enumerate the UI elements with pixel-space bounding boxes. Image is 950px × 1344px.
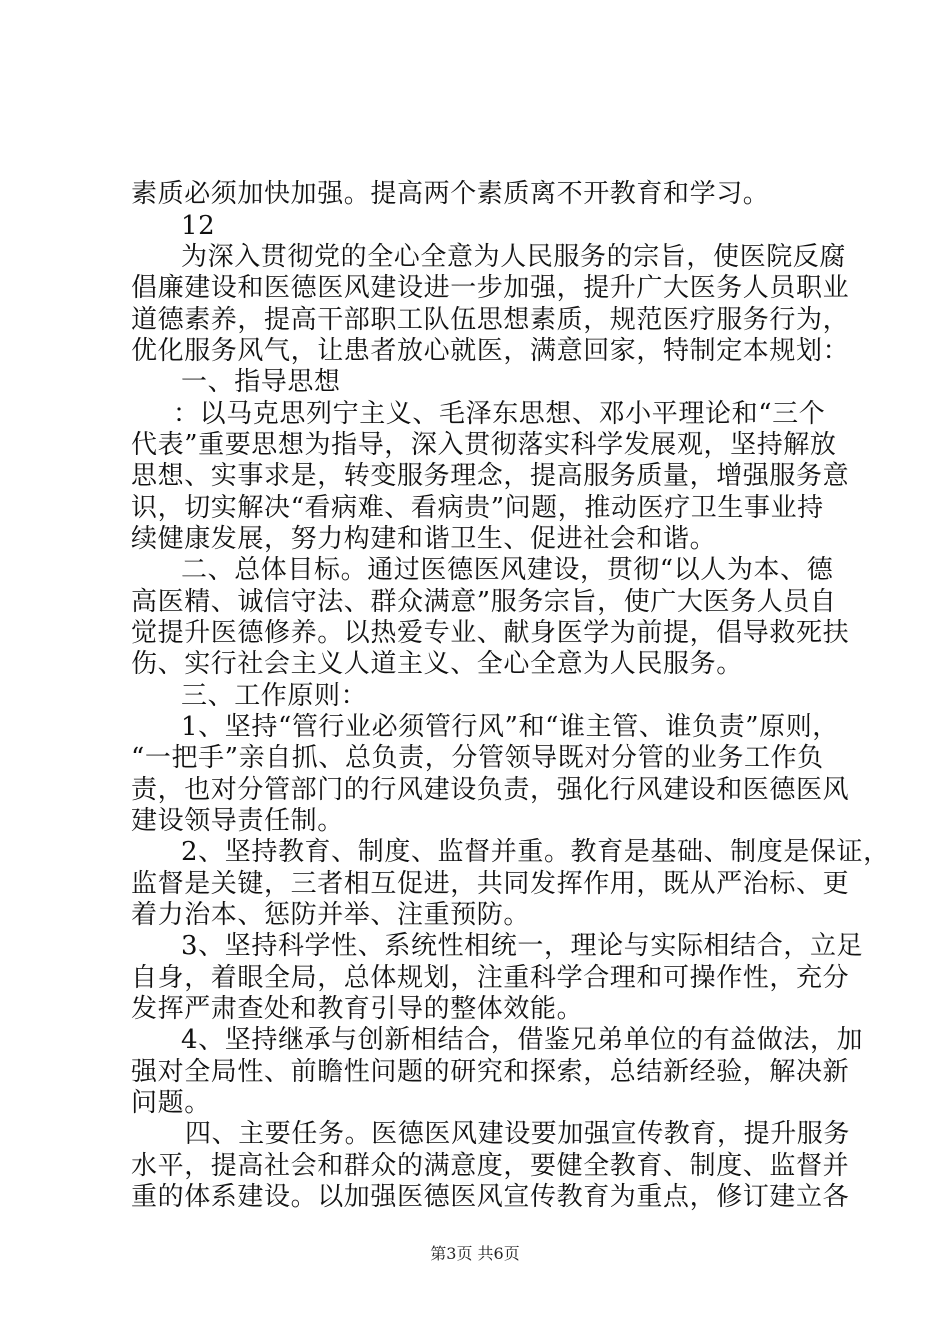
text-line: 1、坚持“管行业必须管行风”和“谁主管、谁负责”原则， <box>181 712 839 742</box>
text-line: 为深入贯彻党的全心全意为人民服务的宗旨，使医院反腐 <box>181 242 847 272</box>
text-line: 重的体系建设。以加强医德医风宣传教育为重点，修订建立各 <box>131 1182 850 1212</box>
page-number-footer: 第3页 共6页 <box>430 1244 520 1263</box>
text-line: 四、主要任务。医德医风建设要加强宣传教育，提升服务 <box>185 1119 851 1149</box>
text-line: 高医精、诚信守法、群众满意”服务宗旨，使广大医务人员自 <box>131 587 837 617</box>
text-line: 素质必须加快加强。提高两个素质离不开教育和学习。 <box>131 179 770 209</box>
text-line: 强对全局性、前瞻性问题的研究和探索，总结新经验，解决新 <box>131 1057 850 1087</box>
text-line: ：以马克思列宁主义、毛泽东思想、邓小平理论和“三个 <box>173 399 826 429</box>
text-line: 思想、实事求是，转变服务理念，提高服务质量，增强服务意 <box>131 461 850 491</box>
text-line: 道德素养，提高干部职工队伍思想素质，规范医疗服务行为， <box>131 305 850 335</box>
text-line: 问题。 <box>131 1088 211 1118</box>
text-line: 建设领导责任制。 <box>131 806 344 836</box>
text-line: 倡廉建设和医德医风建设进一步加强，提升广大医务人员职业 <box>131 273 850 303</box>
text-line: 4、坚持继承与创新相结合，借鉴兄弟单位的有益做法，加 <box>181 1025 864 1055</box>
text-line: 自身，着眼全局，总体规划，注重科学合理和可操作性，充分 <box>131 963 850 993</box>
text-line: 觉提升医德修养。以热爱专业、献身医学为前提，倡导救死扶 <box>131 618 850 648</box>
text-line: “一把手”亲自抓、总负责，分管领导既对分管的业务工作负 <box>131 743 824 773</box>
text-line: 着力治本、惩防并举、注重预防。 <box>131 900 531 930</box>
text-line: 责，也对分管部门的行风建设负责，强化行风建设和医德医风 <box>131 775 850 805</box>
text-line: 2、坚持教育、制度、监督并重。教育是基础、制度是保证， <box>181 837 890 867</box>
text-line: 续健康发展，努力构建和谐卫生、促进社会和谐。 <box>131 524 717 554</box>
text-line: 代表”重要思想为指导，深入贯彻落实科学发展观，坚持解放 <box>131 430 837 460</box>
text-line: 二、总体目标。通过医德医风建设，贯彻“以人为本、德 <box>181 555 834 585</box>
section-heading: 一、指导思想 <box>181 367 341 397</box>
text-line: 识，切实解决“看病难、看病贵”问题，推动医疗卫生事业持 <box>131 493 824 523</box>
section-heading: 三、工作原则： <box>181 681 368 711</box>
text-line: 优化服务风气，让患者放心就医，满意回家，特制定本规划： <box>131 336 850 366</box>
text-line: 监督是关键，三者相互促进，共同发挥作用，既从严治标、更 <box>131 869 850 899</box>
text-line: 发挥严肃查处和教育引导的整体效能。 <box>131 994 584 1024</box>
text-line: 伤、实行社会主义人道主义、全心全意为人民服务。 <box>131 649 743 679</box>
text-line: 3、坚持科学性、系统性相统一，理论与实际相结合，立足 <box>181 931 864 961</box>
text-line: 水平，提高社会和群众的满意度，要健全教育、制度、监督并 <box>131 1151 850 1181</box>
section-number: 12 <box>181 211 216 241</box>
